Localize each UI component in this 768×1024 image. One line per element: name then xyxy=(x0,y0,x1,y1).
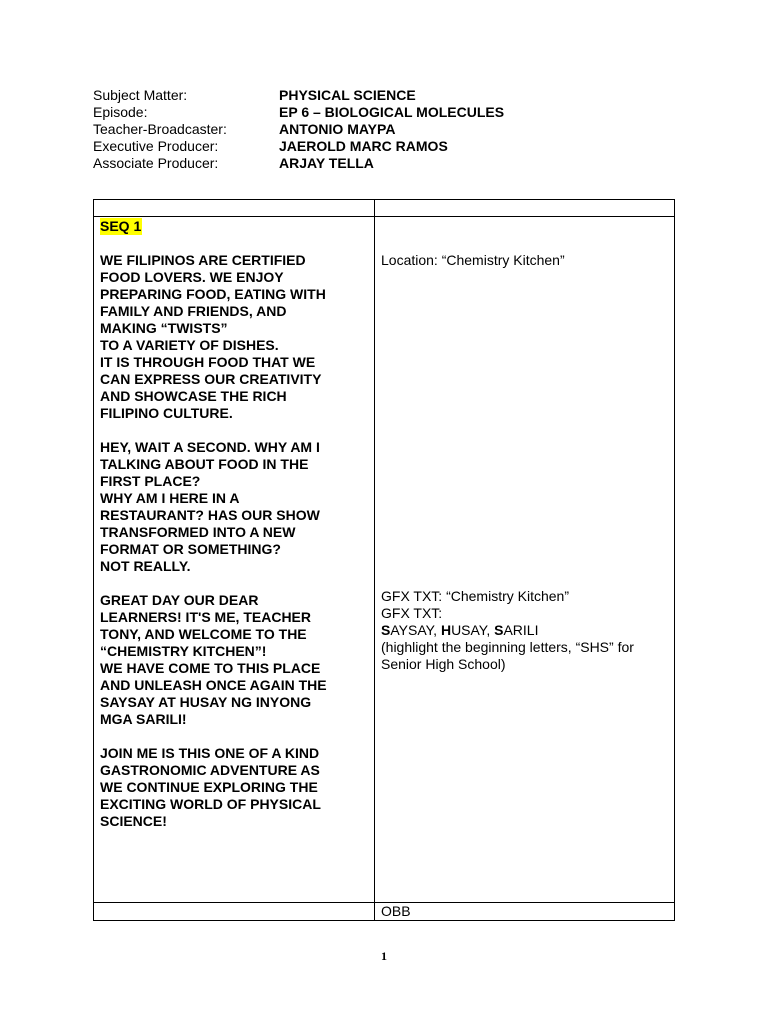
table-header-row xyxy=(94,200,675,217)
footer-cell-obb: OBB xyxy=(375,903,675,921)
meta-label: Episode: xyxy=(93,104,148,120)
direction-cell xyxy=(375,217,675,903)
meta-row-associate-producer xyxy=(93,155,504,172)
header-cell-video xyxy=(375,200,675,217)
narration-paragraph: WE FILIPINOS ARE CERTIFIED FOOD LOVERS. WE ENJOY PREPARING FOOD, EATING WITH FAMILY AND FRIENDS, AND MAKING “TWISTS” TO A VARIETY OF DISHES. IT IS THROUGH FOOD THAT WE CAN EXPRESS OUR CREATIVITY AND SHOWCASE THE RICH FILIPINO CULTURE. xyxy=(100,252,326,421)
sarili-initial: S xyxy=(494,622,504,638)
meta-value: ANTONIO MAYPA xyxy=(279,121,396,137)
table-row xyxy=(94,217,675,903)
meta-value: PHYSICAL SCIENCE xyxy=(279,87,416,103)
sequence-label: SEQ 1 xyxy=(100,218,142,234)
page-number: 1 xyxy=(381,949,387,963)
script-table xyxy=(93,199,675,921)
meta-row-executive-producer xyxy=(93,138,504,155)
saysay-rest: AYSAY, xyxy=(390,622,441,638)
saysay-initial: S xyxy=(381,622,391,638)
table-footer-row xyxy=(94,903,675,921)
narration-cell xyxy=(94,217,375,903)
meta-label: Subject Matter: xyxy=(93,87,188,103)
footer-cell-left xyxy=(94,903,375,921)
gfx-note-1: GFX TXT: “Chemistry Kitchen” xyxy=(381,588,570,604)
meta-row-teacher xyxy=(93,121,504,138)
meta-label: Teacher-Broadcaster: xyxy=(93,121,227,137)
narration-paragraph: HEY, WAIT A SECOND. WHY AM I TALKING ABOUT FOOD IN THE FIRST PLACE? WHY AM I HERE IN A RESTAURANT? HAS OUR SHOW TRANSFORMED INTO A NEW FORMAT OR SOMETHING? NOT REALLY. xyxy=(100,439,320,574)
narration-paragraph: GREAT DAY OUR DEAR LEARNERS! IT'S ME, TEACHER TONY, AND WELCOME TO THE “CHEMISTRY KITCHEN”! WE HAVE COME TO THIS PLACE AND UNLEASH ONCE AGAIN THE SAYSAY AT HUSAY NG INYONG MGA SARILI! xyxy=(100,592,327,727)
meta-value: ARJAY TELLA xyxy=(279,155,374,171)
gfx-note-2: GFX TXT: xyxy=(381,605,443,621)
meta-row-subject xyxy=(93,87,504,104)
meta-value: EP 6 – BIOLOGICAL MOLECULES xyxy=(279,104,505,120)
husay-initial: H xyxy=(440,622,452,638)
gfx-shs-words xyxy=(381,622,668,639)
sarili-rest: ARILI xyxy=(503,622,539,638)
meta-row-episode xyxy=(93,104,504,121)
episode-metadata xyxy=(93,87,504,172)
header-cell-audio xyxy=(94,200,375,217)
meta-value: JAEROLD MARC RAMOS xyxy=(279,138,448,154)
meta-label: Executive Producer: xyxy=(93,138,219,154)
narration-paragraph: JOIN ME IS THIS ONE OF A KIND GASTRONOMIC ADVENTURE AS WE CONTINUE EXPLORING THE EXCITING WORLD OF PHYSICAL SCIENCE! xyxy=(100,745,321,829)
husay-rest: USAY, xyxy=(451,622,495,638)
highlight-note: (highlight the beginning letters, “SHS” for Senior High School) xyxy=(381,639,634,672)
location-note: Location: “Chemistry Kitchen” xyxy=(381,252,565,268)
meta-label: Associate Producer: xyxy=(93,155,219,171)
